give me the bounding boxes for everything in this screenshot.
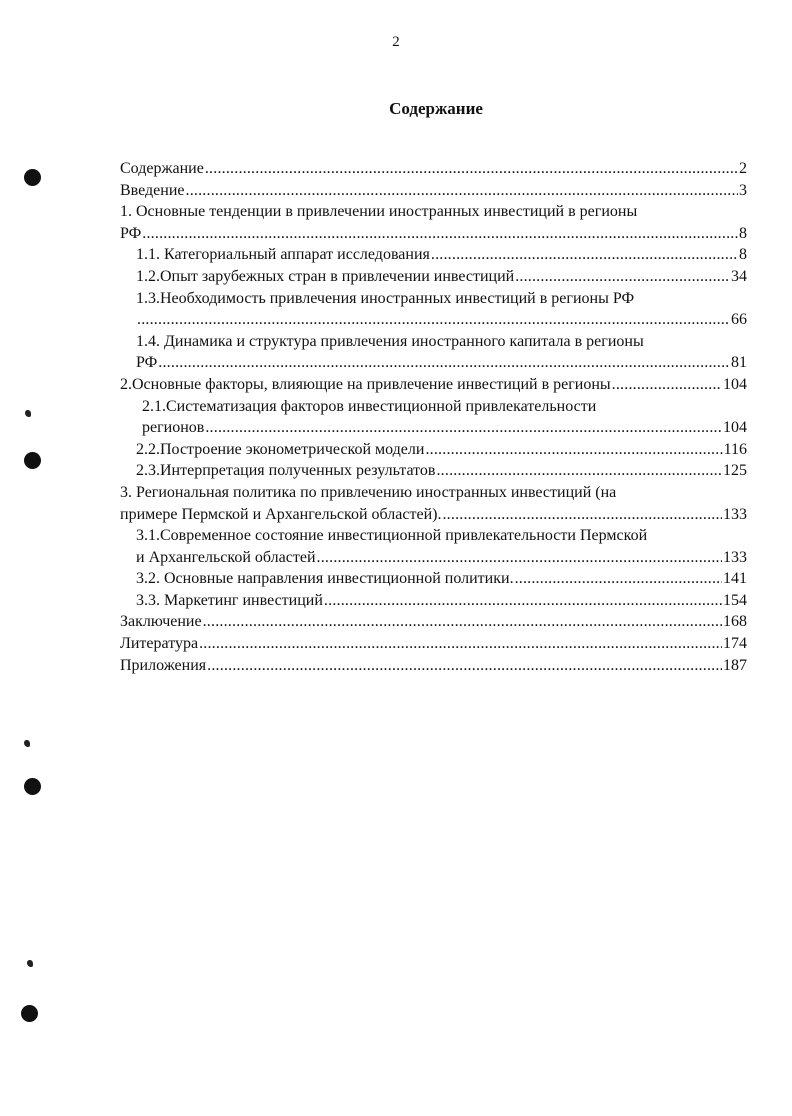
toc-entry-literature xyxy=(120,633,747,655)
toc-entry-text: РФ xyxy=(120,224,142,242)
binder-hole xyxy=(24,452,41,469)
scan-speck xyxy=(27,960,33,967)
toc-entry-section-1-4 xyxy=(120,331,747,353)
toc-entry-page: 187 xyxy=(723,656,747,674)
toc-entry-text: 3. Региональная политика по привлечению иностранных инвестиций (на xyxy=(120,483,617,501)
toc-entry-page: 34 xyxy=(731,267,747,285)
toc-entry-section-3-2 xyxy=(120,568,747,590)
toc-entry-section-1-2 xyxy=(120,266,747,288)
toc-entry-text: 1.4. Динамика и структура привлечения иностранного капитала в регионы xyxy=(136,332,644,350)
toc-entry-section-1-1 xyxy=(120,244,747,266)
binder-hole xyxy=(21,1005,38,1022)
page-number: 2 xyxy=(392,34,400,50)
toc-entry-page: 154 xyxy=(723,591,747,609)
scan-speck xyxy=(25,410,31,417)
toc-entry-text: 2.3.Интерпретация полученных результатов xyxy=(136,462,436,480)
toc-entry-intro xyxy=(120,180,747,202)
toc-entry-page: 2 xyxy=(739,160,747,177)
toc-entry-section-2-2 xyxy=(120,439,747,461)
scan-speck xyxy=(24,740,30,747)
toc-entry-page: 8 xyxy=(739,224,747,242)
toc-entry-page: 141 xyxy=(723,570,747,588)
toc-entry-appendices xyxy=(120,655,747,677)
toc-entry-page: 168 xyxy=(723,613,747,631)
toc-entry-page: 8 xyxy=(739,246,747,264)
toc-entry-text: 3.3. Маркетинг инвестиций xyxy=(136,591,323,609)
toc-entry-page: 104 xyxy=(723,375,747,393)
toc-entry-page: 174 xyxy=(723,635,747,653)
toc-entry-text: 3.1.Современное состояние инвестиционной привлекательности Пермской xyxy=(136,527,648,545)
toc-entry-conclusion xyxy=(120,611,747,633)
toc-entry-text: Заключение xyxy=(120,613,202,631)
toc-entry-chapter-2 xyxy=(120,374,747,396)
toc-entry-text: и Архангельской областей xyxy=(136,548,316,566)
toc-entry-page: 104 xyxy=(723,419,747,437)
toc-entry-text: 2.1.Систематизация факторов инвестиционной привлекательности xyxy=(142,397,597,415)
toc-entry-section-3-1 xyxy=(120,525,747,547)
toc-entry-contents xyxy=(120,158,747,180)
toc-entry-text: 1.1. Категориальный аппарат исследования xyxy=(136,246,430,264)
toc-entry-text: 2.Основные факторы, влияющие на привлечение инвестиций в регионы xyxy=(120,375,611,393)
page-title: Содержание xyxy=(389,99,483,118)
toc-entry-text: 3.2. Основные направления инвестиционной политики. xyxy=(136,570,514,588)
toc-entry-page: 133 xyxy=(723,505,747,523)
toc-entry-text: Содержание xyxy=(120,160,204,177)
toc-entry-text: регионов xyxy=(142,419,205,437)
toc-entry-chapter-3 xyxy=(120,482,747,504)
toc-entry-page: 125 xyxy=(723,462,747,480)
binder-hole xyxy=(24,778,41,795)
toc-entry-chapter-1 xyxy=(120,201,747,223)
toc-entry-text: Приложения xyxy=(120,656,207,674)
toc-entry-page: 81 xyxy=(731,354,747,372)
toc-entry-section-3-3 xyxy=(120,590,747,612)
toc-entry-text: примере Пермской и Архангельской областей). xyxy=(120,505,442,523)
toc-entry-text: 1.2.Опыт зарубежных стран в привлечении инвестиций xyxy=(136,267,515,285)
toc-entry-page: 116 xyxy=(723,440,747,458)
toc-entry-text: 1.3.Необходимость привлечения иностранных инвестиций в регионы РФ xyxy=(136,289,635,307)
toc-entry-page: 133 xyxy=(723,548,747,566)
toc-entry-text: 2.2.Построение эконометрической модели xyxy=(136,440,425,458)
toc-entry-page: 66 xyxy=(731,311,747,329)
toc-entry-text: 1. Основные тенденции в привлечении иностранных инвестиций в регионы xyxy=(120,203,638,221)
binder-hole xyxy=(24,169,41,186)
toc-entry-text: Введение xyxy=(120,181,185,199)
toc-entry-page: 3 xyxy=(739,181,747,199)
toc-entry-section-2-1 xyxy=(120,396,747,418)
toc-entry-section-2-3 xyxy=(120,460,747,482)
toc-entry-section-1-3 xyxy=(120,288,747,310)
toc-entry-text: Литература xyxy=(120,635,199,653)
toc-entry-text: РФ xyxy=(136,354,158,372)
table-of-contents xyxy=(120,158,747,676)
